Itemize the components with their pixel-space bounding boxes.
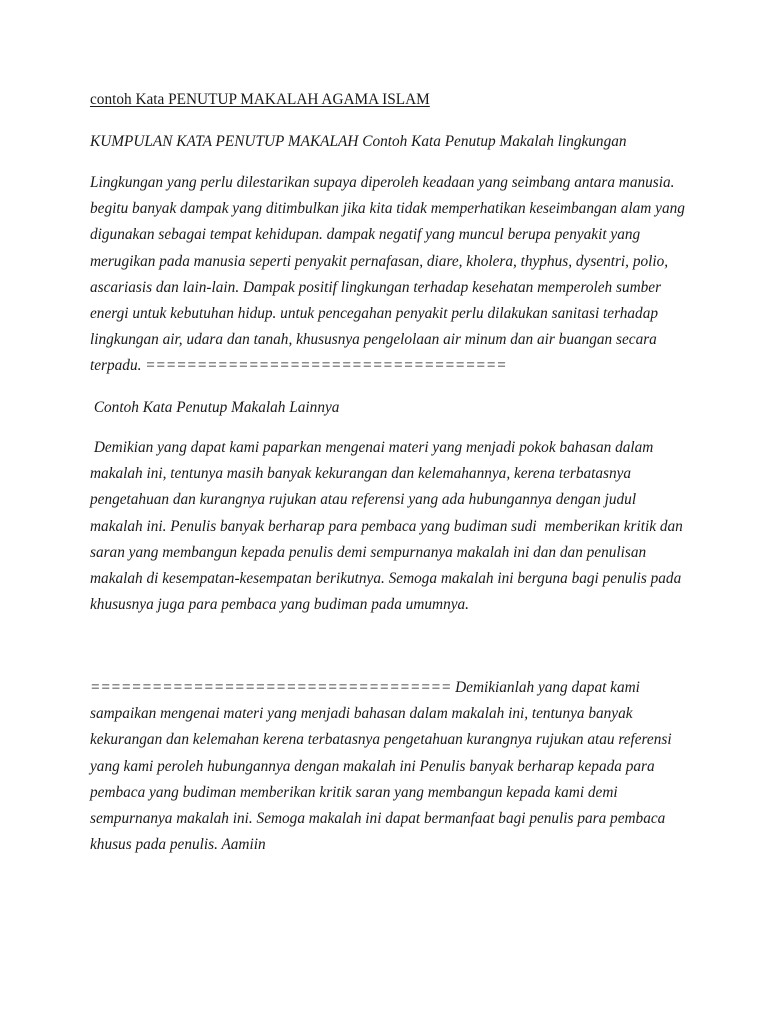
paragraph-line: kekurangan dan kelemahan kerena terbatasnya pengetahuan kurangnya rujukan atau referensi [90,731,672,749]
paragraph-line: makalah ini, tentunya masih banyak kekurangan dan kelemahannya, kerena terbatasnya [90,465,632,483]
paragraph-line: merugikan pada manusia seperti penyakit pernafasan, diare, kholera, thyphus, dysentri, polio, [90,252,669,270]
paragraph-line: khususnya juga para pembaca yang budiman pada umumnya. [90,596,469,614]
paragraph-line: sempurnanya makalah ini. Semoga makalah ini dapat bermanfaat bagi penulis para pembaca [90,810,666,827]
paragraph-line: terpadu. =================================== [90,357,507,375]
paragraph-line: =================================== Demikianlah yang dapat kami [90,679,640,696]
paragraph-line: lingkungan air, udara dan tanah, khususnya pengelolaan air minum dan air buangan secara [90,331,657,349]
paragraph-line: ascariasis dan lain-lain. Dampak positif lingkungan terhadap kesehatan memperoleh sumber [90,278,662,296]
paragraph-line: digunakan sebagai tempat kehidupan. dampak negatif yang muncul berupa penyakit yang [90,226,641,244]
paragraph-line: yang kami peroleh hubungannya dengan makalah ini Penulis banyak berharap kepada para [90,757,655,775]
paragraph-line: saran yang membangun kepada penulis demi sempurnanya makalah ini dan dan penulisan [90,543,647,561]
paragraph-line: begitu banyak dampak yang ditimbulkan jika kita tidak memperhatikan keseimbangan alam yang [90,200,685,218]
paragraph-line: makalah ini. Penulis banyak berharap para pembaca yang budiman sudi memberikan kritik dan [90,517,683,535]
paragraph-line: Demikian yang dapat kami paparkan mengenai materi yang menjadi pokok bahasan dalam [90,439,654,456]
paragraph-line: khusus pada penulis. Aamiin [90,836,266,854]
paragraph-line: makalah di kesempatan-kesempatan berikutnya. Semoga makalah ini berguna bagi penulis pada [90,570,682,587]
document-title: contoh Kata PENUTUP MAKALAH AGAMA ISLAM [90,91,430,108]
paragraph-line: Lingkungan yang perlu dilestarikan supaya diperoleh keadaan yang seimbang antara manusia. [90,174,675,191]
paragraph-line: pembaca yang budiman memberikan kritik saran yang membangun kepada kami demi [90,783,618,801]
paragraph-line: pengetahuan dan kurangnya rujukan atau referensi yang ada hubungannya dengan judul [90,491,637,509]
paragraph-line: sampaikan mengenai materi yang menjadi bahasan dalam makalah ini, tentunya banyak [90,705,633,723]
paragraph-line: energi untuk kebutuhan hidup. untuk pencegahan penyakit perlu dilakukan sanitasi terhadap [90,305,659,322]
document-subtitle: KUMPULAN KATA PENUTUP MAKALAH Contoh Kata Penutup Makalah lingkungan [90,133,627,150]
section-heading: Contoh Kata Penutup Makalah Lainnya [90,399,340,416]
